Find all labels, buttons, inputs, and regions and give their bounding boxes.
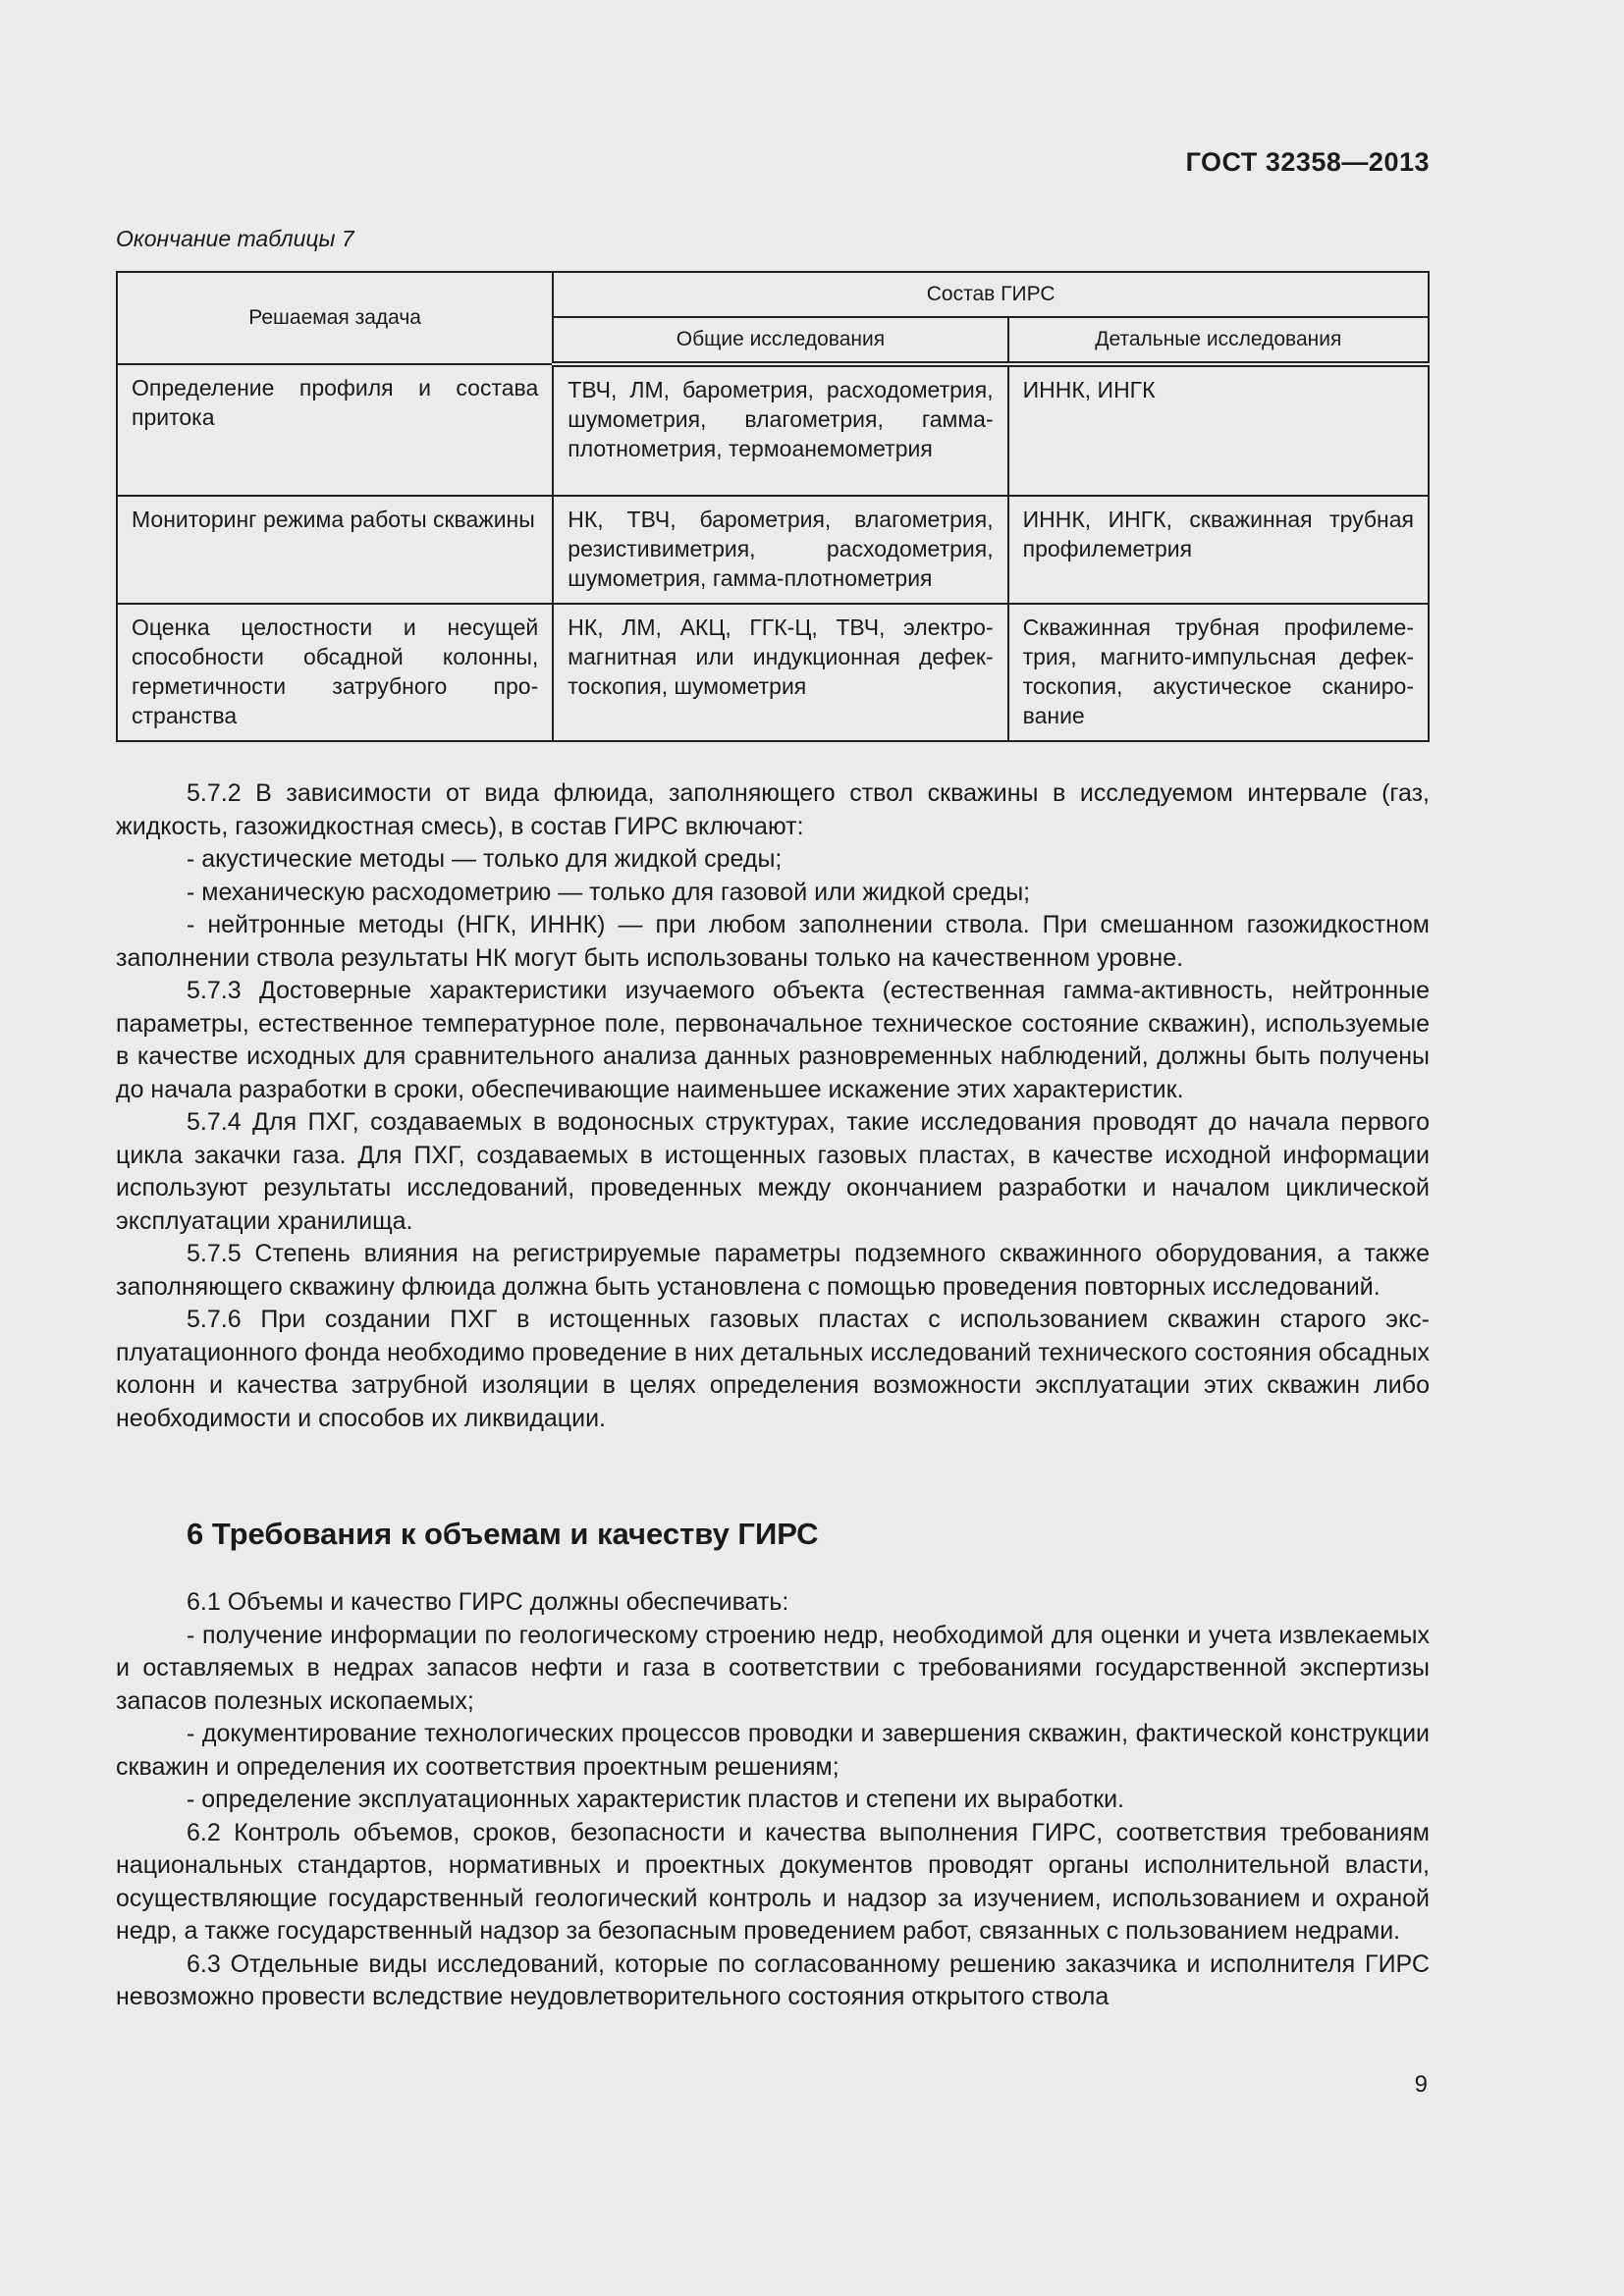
cell-detailed: ИННК, ИНГК xyxy=(1008,364,1429,496)
header-general-studies: Общие исследования xyxy=(553,317,1007,364)
list-item: - акустические методы — только для жидкой среды; xyxy=(187,845,783,873)
table-caption: Окончание таблицы 7 xyxy=(116,226,354,251)
page-number: 9 xyxy=(1414,2071,1428,2098)
list-item: - документирование технологических процессов проводки и завершения скважин, фактической конструкции скважин и определения их соответствия проектным решениям; xyxy=(116,1720,1430,1781)
paragraph: 5.7.5 Степень влияния на регистрируемые параметры подземного скважинного оборудования, а также заполняющего скважину флюида должна быть установлена с помощью проведения повторных исследований. xyxy=(116,1240,1430,1301)
list-item: - получение информации по геологическому строению недр, необходимой для оценки и учета извлекаемых и оставляемых в недрах запасов нефти и газа в соответствии с требованиями государственной экспертизы запасов полезных ископаемых; xyxy=(116,1621,1430,1715)
cell-detailed: ИННК, ИНГК, скважинная трубная профилеметрия xyxy=(1008,496,1429,604)
table-row xyxy=(117,496,1429,604)
header-task: Решаемая задача xyxy=(117,272,553,364)
body-text-5-7 xyxy=(116,777,1430,1435)
cell-general: ТВЧ, ЛМ, барометрия, расходометрия, шумометрия, влагометрия, гамма-плотнометрия, термоанемометрия xyxy=(553,364,1007,496)
paragraph: 6.2 Контроль объемов, сроков, безопасности и качества выполнения ГИРС, соответствия требованиям национальных стандартов, нормативных и проектных документов проводят органы исполнительной власти, осуществляющие государственный геологический контроль и надзор за изучением, использованием и охраной недр, а также государственный надзор за безопасным проведением работ, связанных с пользованием недрами. xyxy=(116,1818,1430,1945)
header-detailed-studies: Детальные исследования xyxy=(1008,317,1429,364)
section-title: 6 Требования к объемам и качеству ГИРС xyxy=(187,1517,819,1551)
paragraph: 5.7.6 При создании ПХГ в истощенных газовых пластах с использованием скважин старого эксплуатационного фонда необходимо проведение в них детальных исследований технического состояния обсадных колонн и качества затрубной изоляции в целях определения возможности эксплуатации этих скважин либо необходимости и способов их ликвидации. xyxy=(116,1306,1430,1432)
paragraph: 5.7.2 В зависимости от вида флюида, заполняющего ствол скважины в исследуемом интервале (газ, жидкость, газожидкостная смесь), в состав ГИРС включают: xyxy=(116,779,1430,840)
paragraph: 6.1 Объемы и качество ГИРС должны обеспечивать: xyxy=(187,1588,789,1616)
cell-general: НК, ТВЧ, барометрия, влагометрия, резистивиметрия, расходометрия, шумометрия, гамма-плотнометрия xyxy=(553,496,1007,604)
cell-task: Определение профиля и состава притока xyxy=(117,364,553,496)
cell-detailed: Скважинная трубная профилеметрия, магнито-импульсная дефектоскопия, акустическое сканирование xyxy=(1008,604,1429,741)
table-header-row xyxy=(117,272,1429,317)
header-girs-group: Состав ГИРС xyxy=(553,272,1429,317)
paragraph: 5.7.3 Достоверные характеристики изучаемого объекта (естественная гамма-активность, нейтронные параметры, естественное температурное поле, первоначальное техническое состояние скважин), используемые в качестве исходных для сравнительного анализа данных разновременных наблюдений, должны быть получены до начала разработки в сроки, обеспечивающие наименьшее искажение этих характеристик. xyxy=(116,977,1430,1103)
girs-table xyxy=(116,271,1430,742)
cell-task: Мониторинг режима работы скважины xyxy=(117,496,553,604)
standard-code: ГОСТ 32358—2013 xyxy=(1185,147,1430,177)
list-item: - определение эксплуатационных характеристик пластов и степени их выработки. xyxy=(187,1786,1125,1813)
paragraph: 6.3 Отдельные виды исследований, которые по согласованному решению заказчика и исполнителя ГИРС невозможно провести вследствие неудовлетворительного состояния открытого ствола xyxy=(116,1949,1430,2010)
table-row xyxy=(117,604,1429,741)
cell-general: НК, ЛМ, АКЦ, ГГК-Ц, ТВЧ, электромагнитная или индукционная дефектоскопия, шумометрия xyxy=(553,604,1007,741)
list-item: - механическую расходометрию — только для газовой или жидкой среды; xyxy=(187,878,1031,906)
cell-task: Оценка целостности и несущей способности обсадной колонны, герметичности затрубного пространства xyxy=(117,604,553,741)
paragraph: 5.7.4 Для ПХГ, создаваемых в водоносных структурах, такие исследования проводят до начала первого цикла закачки газа. Для ПХГ, создаваемых в истощенных газовых пластах, в качестве исходной информации используют результаты исследований, проведенных между окончанием разработки и началом циклической эксплуатации хранилища. xyxy=(116,1108,1430,1235)
list-item: - нейтронные методы (НГК, ИННК) — при любом заполнении ствола. При смешанном газожидкостном заполнении ствола результаты НК могут быть использованы только на качественном уровне. xyxy=(116,911,1430,972)
table-row xyxy=(117,364,1429,496)
body-text-6 xyxy=(116,1586,1430,2014)
